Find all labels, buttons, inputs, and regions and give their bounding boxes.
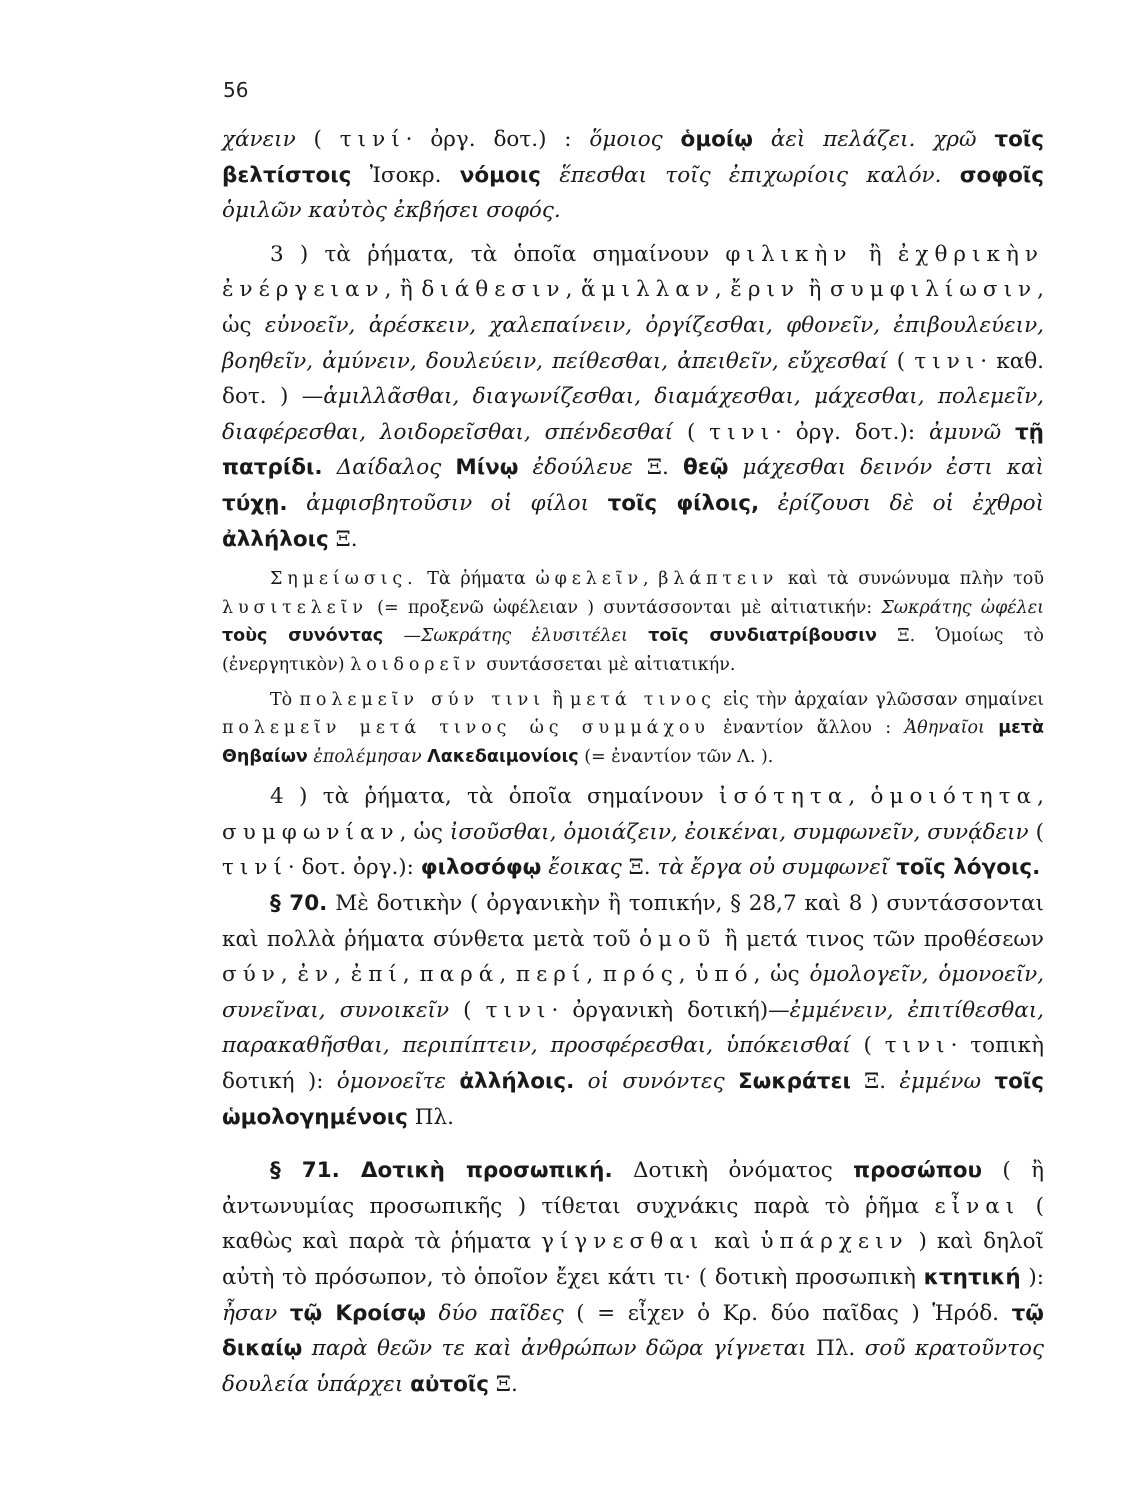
paragraph-section-70: § 70. Μὲ δοτικὴν ( ὀργανικὴν ἢ τοπικήν, § 28,7 καὶ 8 ) συντάσσονται καὶ πολλὰ ῥήματα σύνθετα μετὰ τοῦ ὁμοῦ ἢ μετά τινος τῶν προθέσεων σύν, ἐν, ἐπί, παρά, περί, πρός, ὑπό, ὡς ὁμολογεῖν, ὁμονοεῖν, συνεῖναι, συνοικεῖν ( τινι· ὀργανικὴ δοτική)—ἐμμένειν, ἐπιτίθεσθαι, παρακαθῆσθαι, περιπίπτειν, προσφέρεσθαι, ὑπόκεισθαί ( τινι· τοπικὴ δοτική ): ὁμονοεῖτε ἀλλήλοις. οἱ συνόντες Σωκράτει Ξ. ἐμμένω τοῖς ὡμολογημένοις Πλ. [222,891,1045,1130]
page-number: 56 [223,78,249,102]
paragraph-note-2: Τὸ πολεμεῖν σύν τινι ἢ μετά τινος εἰς τὴν ἀρχαίαν γλῶσσαν σημαίνει πολεμεῖν μετά τινος ὡς συμμάχου ἐναντίον ἄλλου : Ἀθηναῖοι μετὰ Θηβαίων ἐπολέμησαν Λακεδαιμονίοις (= ἐναντίον τῶν Λ. ). [222,689,1044,767]
paragraph-item-4: 4 ) τὰ ῥήματα, τὰ ὁποῖα σημαίνουν ἰσότητα, ὁμοιότητα, συμφωνίαν, ὡς ἰσοῦσθαι, ὁμοιάζειν, ἐοικέναι, συμφωνεῖν, συνᾴδειν ( τινί· δοτ. ὀργ.): φιλοσόφῳ ἔοικας Ξ. τὰ ἔργα οὐ συμφωνεῖ τοῖς λόγοις. [222,784,1044,881]
paragraph-section-71: § 71. Δοτικὴ προσωπική. Δοτικὴ ὀνόματος προσώπου ( ἢ ἀντωνυμίας προσωπικῆς ) τίθεται συχνάκις παρὰ τὸ ῥῆμα εἶναι ( καθὼς καὶ παρὰ τὰ ῥήματα γίγνεσθαι καὶ ὑπάρχειν ) καὶ δηλοῖ αὐτὴ τὸ πρόσωπον, τὸ ὁποῖον ἔχει κάτι τι· ( δοτικὴ προσωπικὴ κτητική ): ἦσαν τῷ Κροίσῳ δύο παῖδες ( = εἶχεν ὁ Κρ. δύο παῖδας ) Ἡρόδ. τῷ δικαίῳ παρὰ θεῶν τε καὶ ἀνθρώπων δῶρα γίγνεται Πλ. σοῦ κρατοῦντος δουλεία ὑπάρχει αὐτοῖς Ξ. [222,1158,1045,1397]
paragraph-item-3: 3 ) τὰ ῥήματα, τὰ ὁποῖα σημαίνουν φιλικὴν ἢ ἐχθρικὴν ἐνέργειαν, ἢ διάθεσιν, ἅμιλλαν, ἔριν ἢ συμφιλίωσιν, ὡς εὐνοεῖν, ἀρέσκειν, χαλεπαίνειν, ὀργίζεσθαι, φθονεῖν, ἐπιβουλεύειν, βοηθεῖν, ἀμύνειν, δουλεύειν, πείθεσθαι, ἀπειθεῖν, εὔχεσθαί ( τινι· καθ. δοτ. ) —ἁμιλλᾶσθαι, διαγωνίζεσθαι, διαμάχεσθαι, μάχεσθαι, πολεμεῖν, διαφέρεσθαι, λοιδορεῖσθαι, σπένδεσθαί ( τινι· ὀργ. δοτ.): ἀμυνῶ τῇ πατρίδι. Δαίδαλος Μίνῳ ἐδούλευε Ξ. θεῷ μάχεσθαι δεινόν ἐστι καὶ τύχῃ. ἀμφισβητοῦσιν οἱ φίλοι τοῖς φίλοις, ἐρίζουσι δὲ οἱ ἐχθροὶ ἀλλήλοις Ξ. [222,241,1045,552]
text-body [222,122,1044,1402]
paragraph-continuation: χάνειν ( τινί· ὀργ. δοτ.) : ὅμοιος ὁμοίῳ ἀεὶ πελάζει. χρῶ τοῖς βελτίστοις Ἰσοκρ. νόμοις ἕπεσθαι τοῖς ἐπιχωρίοις καλόν. σοφοῖς ὁμιλῶν καὐτὸς ἐκβήσει σοφός. [222,127,1044,224]
paragraph-note-1: Σημείωσις. Τὰ ῥήματα ὠφελεῖν, βλάπτειν καὶ τὰ συνώνυμα πλὴν τοῦ λυσιτελεῖν (= προξενῶ ὠφέλειαν ) συντάσσονται μὲ αἰτιατικήν: Σωκράτης ὠφέλει τοὺς συνόντας —Σωκράτης ἐλυσιτέλει τοῖς συνδιατρίβουσιν Ξ. Ὁμοίως τὸ (ἐνεργητικὸν) λοιδορεῖν συντάσσεται μὲ αἰτιατικήν. [222,569,1044,675]
